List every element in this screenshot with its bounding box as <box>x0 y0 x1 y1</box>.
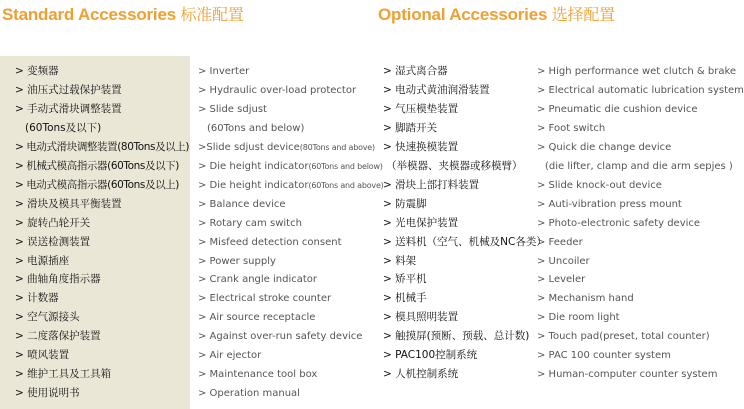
optional-item-en-text: > Leveler <box>537 274 586 286</box>
standard-item-en-text: > Die height indicator <box>198 160 309 172</box>
optional-item-en <box>537 119 700 138</box>
standard-item-en <box>198 346 374 365</box>
optional-item-en-text: > Touch pad(preset, total counter) <box>537 331 710 343</box>
standard-item-en <box>198 81 374 100</box>
optional-item-en-text: > Pneumatic die cushion device <box>537 103 698 115</box>
standard-item-zh <box>15 195 190 214</box>
standard-item-zh <box>15 252 190 271</box>
standard-item-en <box>207 119 383 138</box>
standard-item-en-text: > Slide sdjust <box>198 103 267 115</box>
optional-item-zh-text: > 脚踏开关 <box>383 121 438 134</box>
table-row <box>0 138 700 157</box>
optional-item-zh-text: > 人机控制系统 <box>383 368 459 381</box>
optional-item-en-text: (die lifter, clamp and die arm sepjes ) <box>545 160 733 172</box>
standard-item-en <box>198 252 374 271</box>
optional-item-zh <box>383 327 536 346</box>
standard-item-en <box>198 157 383 176</box>
optional-item-zh-text: > 机械手 <box>383 292 427 305</box>
standard-item-en <box>198 327 374 346</box>
standard-item-en <box>198 289 374 308</box>
optional-item-zh-text: > 滑块上部打料装置 <box>383 178 480 191</box>
optional-item-en <box>545 157 733 176</box>
optional-item-zh <box>383 365 536 384</box>
optional-item-en <box>537 346 700 365</box>
standard-item-zh-text: > 机械式模高指示器(60Tons及以下) <box>15 159 179 172</box>
optional-item-en-text: > Uncoiler <box>537 255 590 267</box>
standard-item-zh <box>15 384 190 403</box>
optional-item-en-text: > PAC 100 counter system <box>537 350 671 362</box>
table-row <box>0 346 700 365</box>
optional-item-zh <box>383 81 536 100</box>
table-row <box>0 384 700 403</box>
table-row <box>0 233 700 252</box>
standard-item-en-text: > Maintenance tool box <box>198 369 318 381</box>
standard-item-zh-text: > 二度落保护装置 <box>15 330 101 343</box>
standard-item-zh-text: > 电源插座 <box>15 254 70 267</box>
optional-item-zh <box>383 252 536 271</box>
standard-item-zh-text: > 空气源接头 <box>15 311 80 324</box>
standard-item-zh-text: > 变频器 <box>15 65 59 77</box>
optional-item-zh-text: （举模器、夹模器或移模臂） <box>386 159 523 172</box>
standard-item-en-range: (60Tons and above) <box>308 180 384 190</box>
standard-item-zh <box>15 327 190 346</box>
optional-item-en-text: > Human-computer counter system <box>537 369 718 381</box>
optional-item-zh <box>383 62 536 81</box>
optional-item-zh <box>383 270 536 289</box>
optional-item-zh-text: > 防震脚 <box>383 197 427 210</box>
standard-item-en-text: (60Tons and below) <box>207 122 305 134</box>
table-row <box>0 100 700 119</box>
standard-item-en <box>198 62 374 81</box>
optional-title-zh: 选择配置 <box>551 5 615 24</box>
optional-item-en <box>537 327 710 346</box>
optional-item-zh-text: > 送料机（空气、机械及NC各类） <box>383 235 547 248</box>
optional-item-en-text: > Electrical automatic lubrication system <box>537 84 744 96</box>
optional-item-en <box>537 62 737 81</box>
optional-item-en <box>537 233 700 252</box>
standard-item-zh <box>25 119 200 138</box>
standard-item-zh <box>15 100 190 119</box>
standard-item-en-text: > Power supply <box>198 255 276 267</box>
standard-title-en: Standard Accessories <box>2 5 176 24</box>
standard-item-en-text: > Air ejector <box>198 350 262 362</box>
optional-item-en <box>537 138 700 157</box>
optional-title-en: Optional Accessories <box>378 5 548 24</box>
optional-item-zh-text: > PAC100控制系统 <box>383 349 478 362</box>
table-row <box>0 62 737 81</box>
optional-item-en-text: > Feeder <box>537 236 583 248</box>
standard-item-en-text: > Rotary cam switch <box>198 217 302 229</box>
optional-item-zh-text: > 触摸屏(预断、预载、总计数) <box>383 330 530 343</box>
optional-item-en-text: > Slide knock-out device <box>537 179 662 191</box>
standard-item-zh <box>15 214 190 233</box>
optional-item-zh <box>383 176 536 195</box>
standard-item-en-text: > Hydraulic over-load protector <box>198 84 357 96</box>
standard-item-zh-text: > 使用说明书 <box>15 387 80 400</box>
optional-item-zh <box>383 119 536 138</box>
standard-item-zh <box>15 157 190 176</box>
optional-item-en-text: > Die room light <box>537 312 620 324</box>
optional-item-en-text: > Mechanism hand <box>537 293 634 305</box>
standard-item-en <box>198 270 374 289</box>
optional-item-zh-text: > 料架 <box>383 254 417 267</box>
optional-item-en-text: > Foot switch <box>537 122 606 134</box>
optional-item-en <box>537 308 700 327</box>
optional-item-zh <box>383 289 536 308</box>
standard-item-en <box>198 233 374 252</box>
standard-item-zh-text: > 手动式滑块调整装置 <box>15 102 122 115</box>
standard-item-zh <box>15 270 190 289</box>
standard-item-zh <box>15 233 190 252</box>
table-row <box>0 327 710 346</box>
optional-item-zh <box>383 100 536 119</box>
standard-item-en <box>198 176 384 195</box>
standard-item-zh-text: > 计数器 <box>15 292 59 305</box>
optional-item-en <box>537 176 700 195</box>
table-row <box>0 195 700 214</box>
standard-item-en <box>198 195 374 214</box>
optional-item-zh-text: > 模具照明装置 <box>383 311 459 324</box>
standard-item-zh-text: > 旋转凸轮开关 <box>15 216 91 229</box>
standard-item-zh <box>15 138 190 157</box>
standard-item-en-text: > Air source receptacle <box>198 312 316 324</box>
optional-item-en-text: > Quick die change device <box>537 141 672 153</box>
optional-item-zh-text: > 快速换模装置 <box>383 140 459 153</box>
standard-item-en-text: > Crank angle indicator <box>198 274 318 286</box>
standard-item-en <box>198 308 374 327</box>
optional-item-zh <box>383 195 536 214</box>
table-row <box>0 252 700 271</box>
optional-item-en-text: > Photo-electronic safety device <box>537 217 701 229</box>
table-row <box>0 289 700 308</box>
optional-item-zh <box>383 214 536 233</box>
standard-item-zh <box>15 62 190 81</box>
standard-item-en <box>198 365 374 384</box>
optional-item-zh-text: > 光电保护装置 <box>383 216 459 229</box>
standard-item-zh-text: > 油压式过载保护装置 <box>15 83 122 96</box>
table-row <box>0 81 744 100</box>
optional-item-zh <box>383 346 536 365</box>
standard-item-zh-text: > 电动式模高指示器(60Tons及以上) <box>15 178 179 191</box>
table-row <box>0 157 733 176</box>
optional-item-en-text: > Auti-vibration press mount <box>537 198 682 210</box>
standard-item-en-text: > Against over-run safety device <box>198 331 363 343</box>
optional-item-zh-text: > 湿式离合器 <box>383 65 448 77</box>
optional-item-zh-text: > 气压模垫装置 <box>383 102 459 115</box>
standard-item-zh <box>15 81 190 100</box>
standard-accessories-title <box>2 2 244 25</box>
standard-item-en-text: > Electrical stroke counter <box>198 293 332 305</box>
standard-item-en-text: > Balance device <box>198 198 286 210</box>
optional-item-en <box>537 195 700 214</box>
optional-accessories-title <box>378 2 615 25</box>
optional-item-zh <box>383 138 536 157</box>
standard-item-en-text: > Inverter <box>198 66 250 77</box>
table-row <box>0 270 700 289</box>
optional-item-en <box>537 214 700 233</box>
standard-item-en-range: (60Tons and below) <box>308 161 383 171</box>
standard-item-zh <box>15 308 190 327</box>
standard-item-en <box>198 100 374 119</box>
optional-item-zh-text: > 电动式黄油润滑装置 <box>383 83 490 96</box>
standard-item-en-range: (80Tons and above) <box>299 142 375 152</box>
optional-item-en <box>537 100 700 119</box>
standard-item-zh-text: (60Tons及以下) <box>25 121 102 134</box>
optional-item-en <box>537 289 700 308</box>
optional-item-zh-text: > 矫平机 <box>383 273 427 286</box>
optional-item-en <box>537 365 718 384</box>
standard-item-en <box>198 214 374 233</box>
table-row <box>0 119 700 138</box>
standard-item-zh-text: > 电动式滑块调整装置(80Tons及以上) <box>15 140 190 153</box>
optional-item-zh <box>386 157 539 176</box>
table-row <box>0 308 700 327</box>
standard-item-en <box>198 384 374 403</box>
standard-item-zh <box>15 365 190 384</box>
standard-item-zh <box>15 346 190 365</box>
optional-item-en <box>537 270 700 289</box>
standard-item-zh-text: > 滑块及模具平衡装置 <box>15 197 122 210</box>
optional-item-en <box>537 81 744 100</box>
optional-item-en-text: > High performance wet clutch & brake <box>537 66 737 77</box>
standard-item-zh-text: > 误送检测装置 <box>15 235 91 248</box>
optional-item-zh <box>383 233 547 252</box>
table-row <box>0 176 700 195</box>
standard-item-en-text: > Die height indicator <box>198 179 309 191</box>
table-row <box>0 214 700 233</box>
standard-item-en-text: >Slide sdjust device <box>198 141 300 153</box>
standard-title-zh: 标准配置 <box>180 5 244 24</box>
optional-item-en <box>537 252 700 271</box>
standard-item-zh <box>15 176 190 195</box>
standard-item-en-text: > Misfeed detection consent <box>198 236 342 248</box>
standard-item-zh-text: > 喷风装置 <box>15 349 70 362</box>
standard-item-zh <box>15 289 190 308</box>
standard-item-zh-text: > 曲轴角度指示器 <box>15 273 101 286</box>
table-row <box>0 365 718 384</box>
optional-item-zh <box>383 308 536 327</box>
standard-item-en <box>198 138 374 157</box>
standard-item-en-text: > Operation manual <box>198 388 300 400</box>
standard-item-zh-text: > 维护工具及工具箱 <box>15 368 112 381</box>
